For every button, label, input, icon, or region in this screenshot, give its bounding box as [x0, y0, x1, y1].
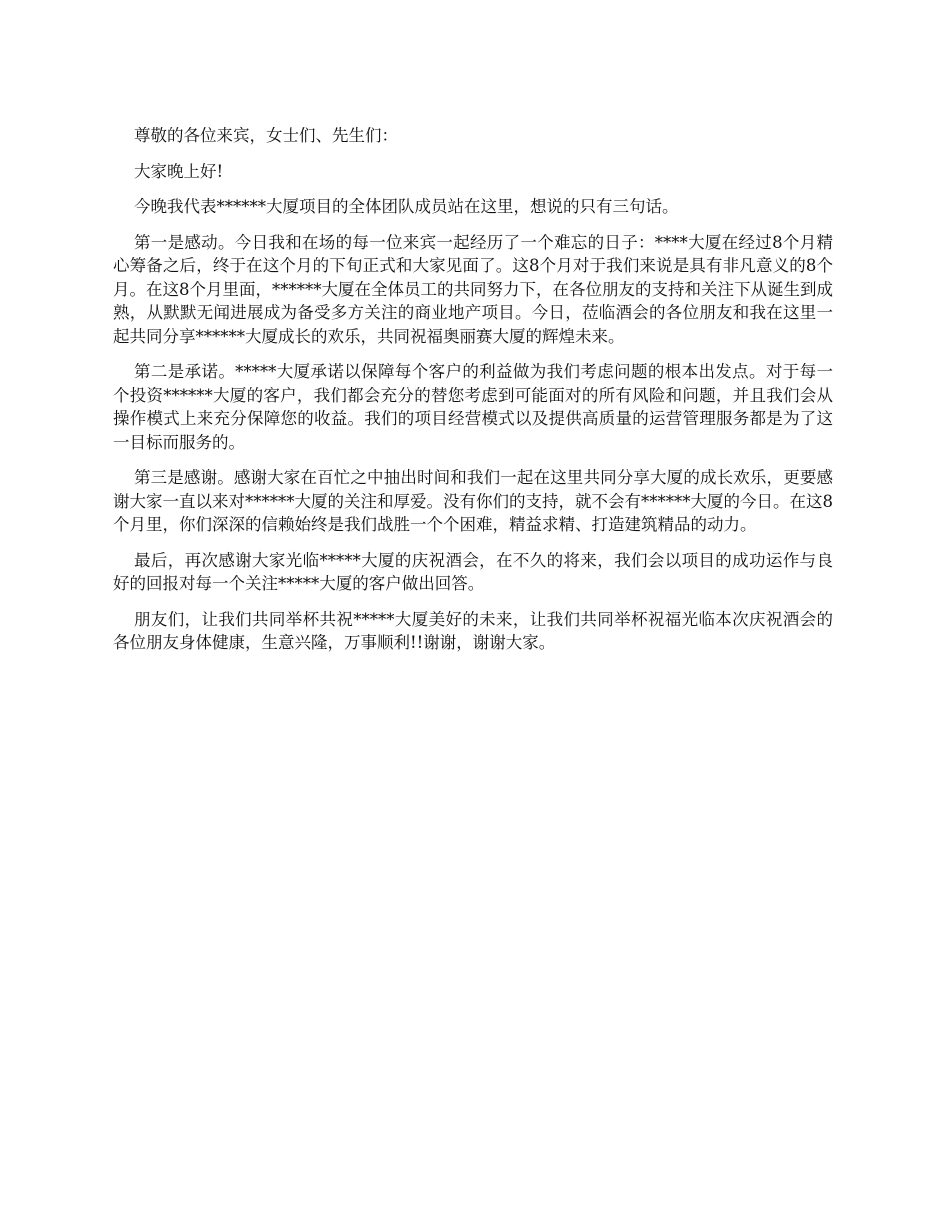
- first-point-paragraph: 第一是感动。今日我和在场的每一位来宾一起经历了一个难忘的日子：****大厦在经过8个月精心筹备之后，终于在这个月的下旬正式和大家见面了。这8个月对于我们来说是具有非凡意义的8个月。在这8个月里面，******大厦在全体员工的共同努力下，在各位朋友的支持和关注下从诞生到成熟，从默默无闻进展成为备受多方关注的商业地产项目。今日，莅临酒会的各位朋友和我在这里一起共同分享******大厦成长的欢乐，共同祝福奥丽赛大厦的辉煌未来。: [113, 232, 833, 346]
- closing-thanks-paragraph: 最后，再次感谢大家光临*****大厦的庆祝酒会，在不久的将来，我们会以项目的成功运作与良好的回报对每一个关注*****大厦的客户做出回答。: [113, 550, 833, 593]
- document-body: [113, 124, 833, 667]
- salutation-paragraph: 尊敬的各位来宾，女士们、先生们：: [133, 126, 398, 145]
- third-point-paragraph: 第三是感谢。感谢大家在百忙之中抽出时间和我们一起在这里共同分享大厦的成长欢乐，更要感谢大家一直以来对******大厦的关注和厚爱。没有你们的支持，就不会有******大厦的今日。在这8个月里，你们深深的信赖始终是我们战胜一个个困难，精益求精、打造建筑精品的动力。: [113, 468, 833, 534]
- second-point-paragraph: 第二是承诺。*****大厦承诺以保障每个客户的利益做为我们考虑问题的根本出发点。对于每一个投资******大厦的客户，我们都会充分的替您考虑到可能面对的所有风险和问题，并且我们会从操作模式上来充分保障您的收益。我们的项目经营模式以及提供高质量的运营管理服务都是为了这一目标而服务的。: [113, 362, 833, 452]
- intro-paragraph: 今晚我代表******大厦项目的全体团队成员站在这里，想说的只有三句话。: [133, 197, 679, 216]
- toast-paragraph: 朋友们，让我们共同举杯共祝*****大厦美好的未来，让我们共同举杯祝福光临本次庆祝酒会的各位朋友身体健康，生意兴隆，万事顺利!!谢谢，谢谢大家。: [113, 609, 833, 652]
- greeting-paragraph: 大家晚上好!: [133, 161, 224, 181]
